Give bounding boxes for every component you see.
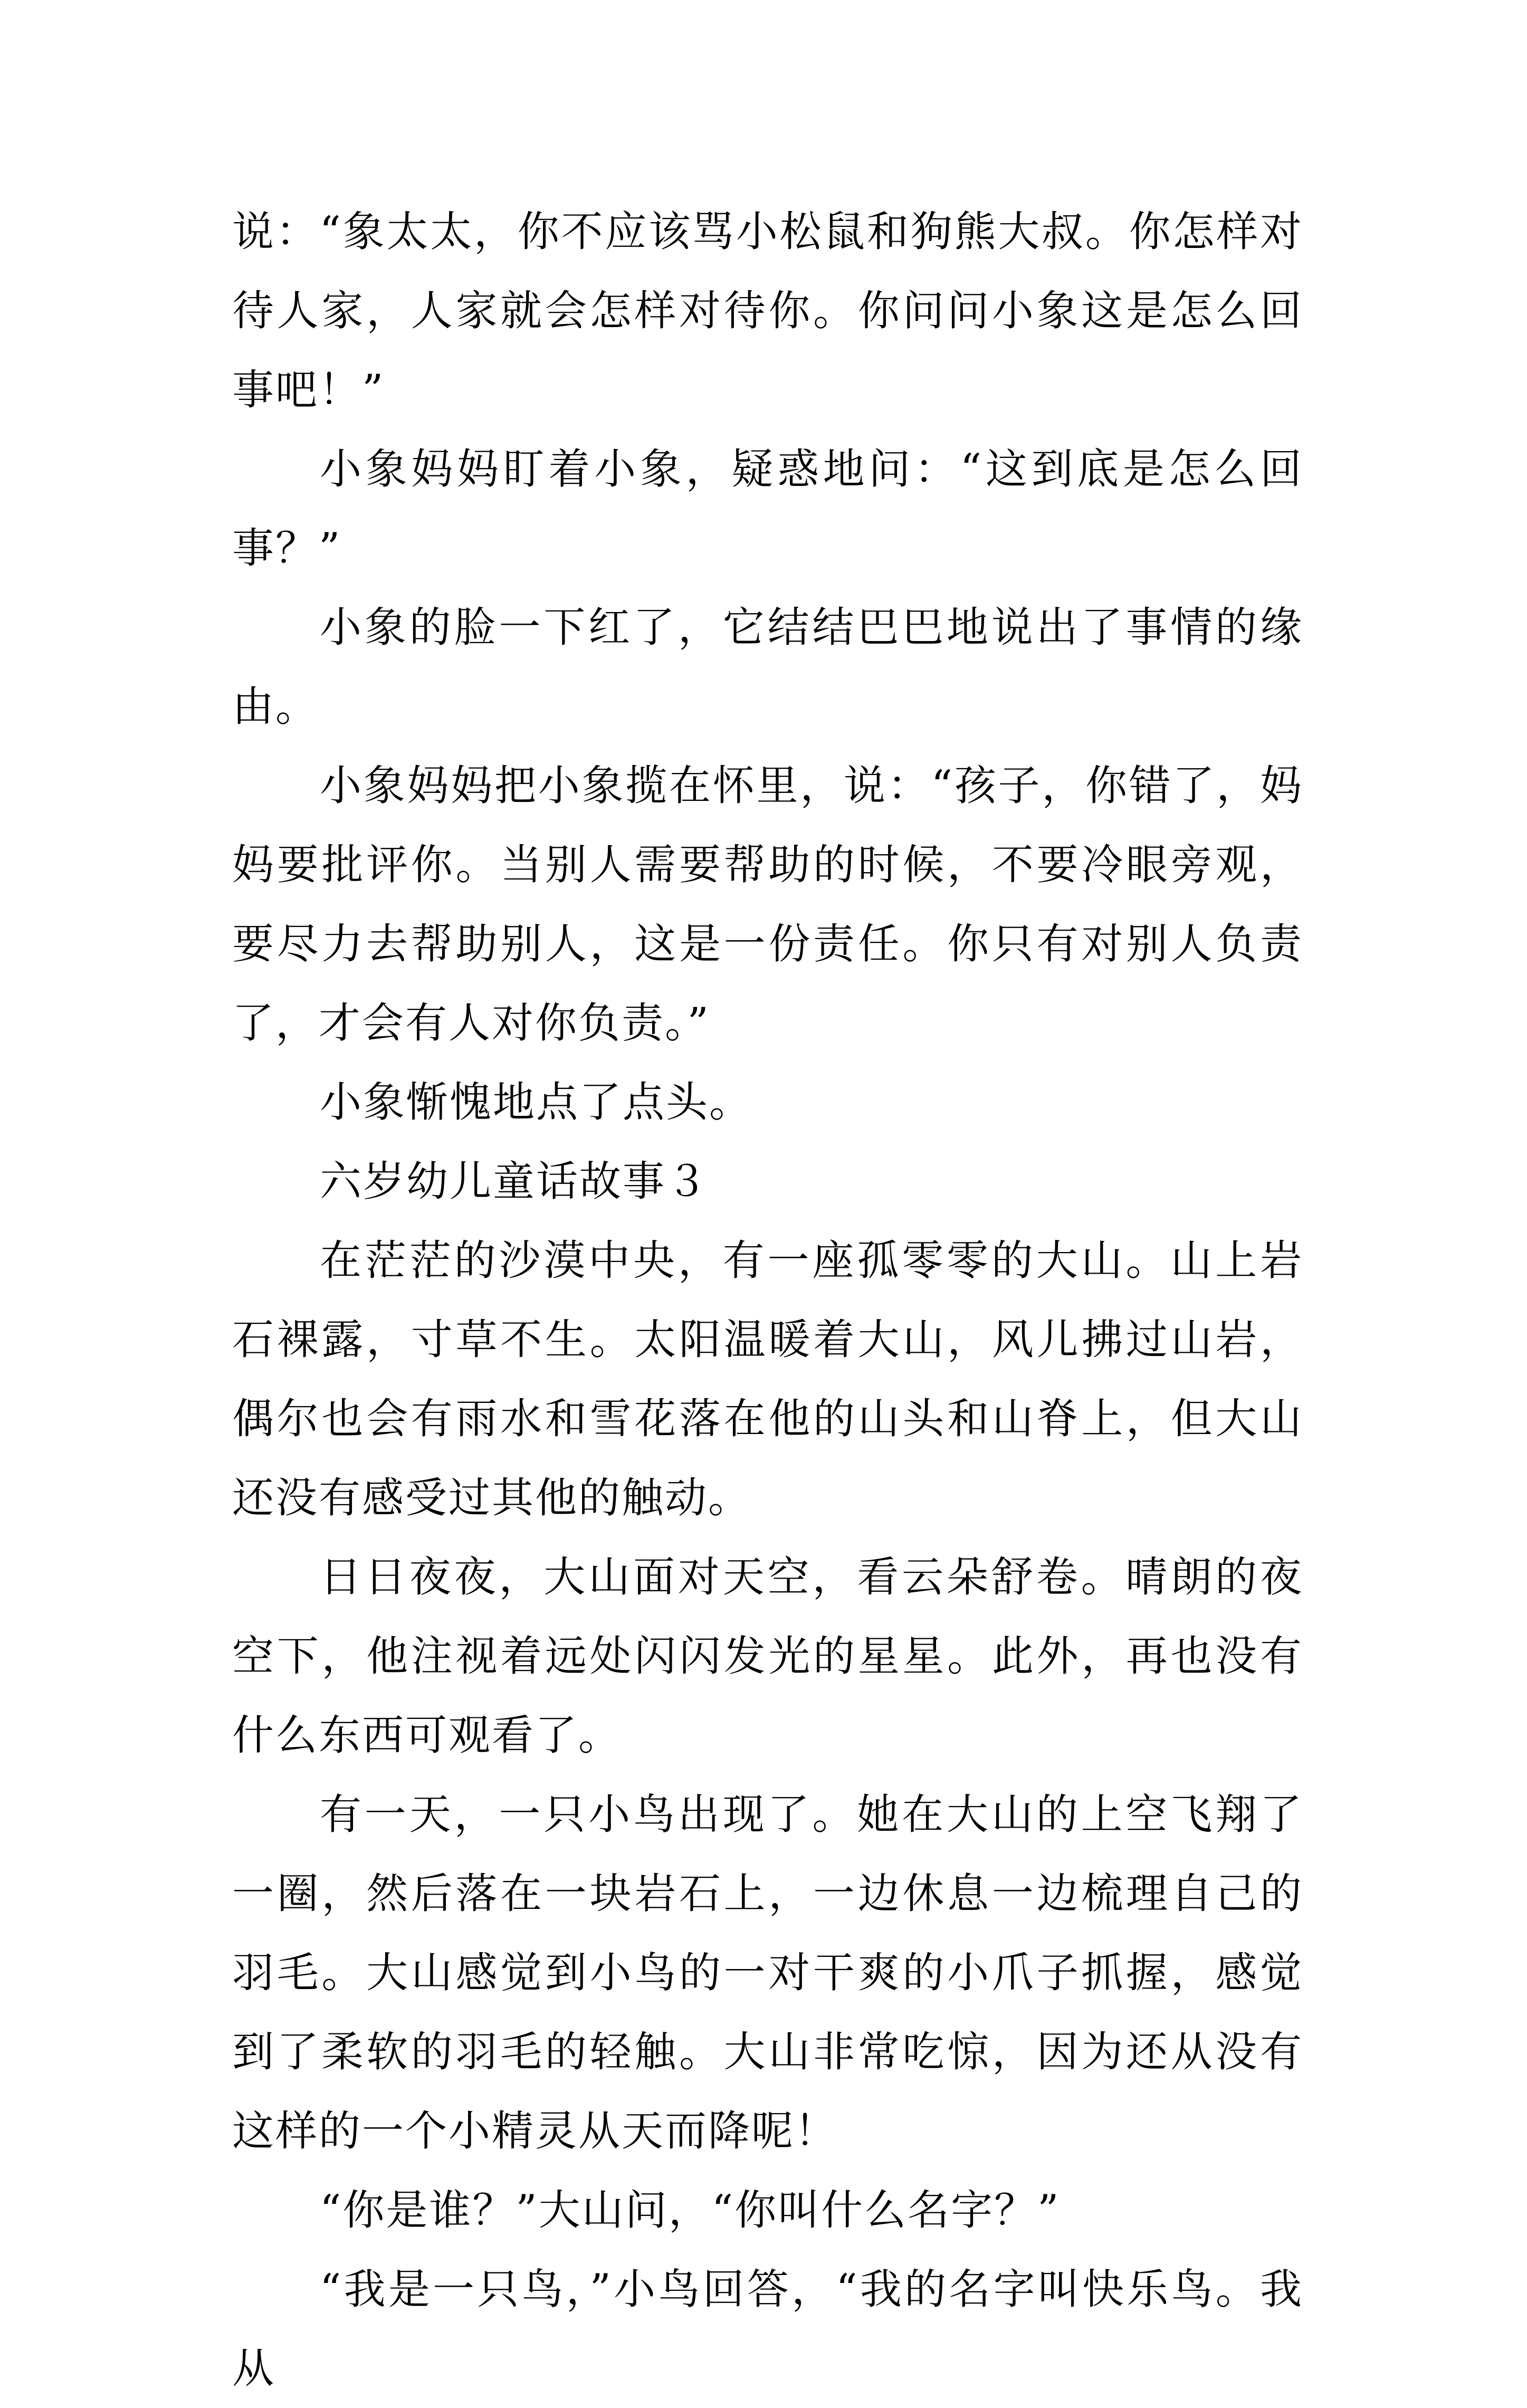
paragraph-8: 日日夜夜，大山面对天空，看云朵舒卷。晴朗的夜空下，他注视着远处闪闪发光的星星。此外，再也没有什么东西可观看了。 (232, 1553, 1303, 1760)
paragraph-11: “我是一只鸟，”小鸟回答，“我的名字叫快乐鸟。我从 (232, 2265, 1303, 2393)
paragraph-5: 小象惭愧地点了点头。 (320, 1078, 752, 1126)
paragraph-7: 在茫茫的沙漠中央，有一座孤零零的大山。山上岩石裸露，寸草不生。太阳温暖着大山，风儿拂过山岩，偶尔也会有雨水和雪花落在他的山头和山脊上，但大山还没有感受过其他的触动。 (232, 1236, 1303, 1522)
paragraph-10: “你是谁？”大山问，“你叫什么名字？” (320, 2186, 1061, 2234)
paragraph-9: 有一天，一只小鸟出现了。她在大山的上空飞翔了一圈，然后落在一块岩石上，一边休息一边梳理自己的羽毛。大山感觉到小鸟的一对干爽的小爪子抓握，感觉到了柔软的羽毛的轻触。大山非常吃惊，因为还从没有这样的一个小精灵从天而降呢！ (232, 1790, 1303, 2155)
section-heading: 六岁幼儿童话故事３ (320, 1157, 709, 1206)
paragraph-4: 小象妈妈把小象揽在怀里，说：“孩子，你错了，妈妈要批评你。当别人需要帮助的时候，不要冷眼旁观，要尽力去帮助别人，这是一份责任。你只有对别人负责了，才会有人对你负责。” (232, 761, 1303, 1047)
paragraph-2: 小象妈妈盯着小象，疑惑地问：“这到底是怎么回事？” (232, 445, 1303, 572)
paragraph-3: 小象的脸一下红了，它结结巴巴地说出了事情的缘由。 (232, 603, 1303, 731)
document-body (232, 192, 1303, 2408)
paragraph-1: 说：“象太太，你不应该骂小松鼠和狗熊大叔。你怎样对待人家，人家就会怎样对待你。你问问小象这是怎么回事吧！” (232, 207, 1303, 414)
